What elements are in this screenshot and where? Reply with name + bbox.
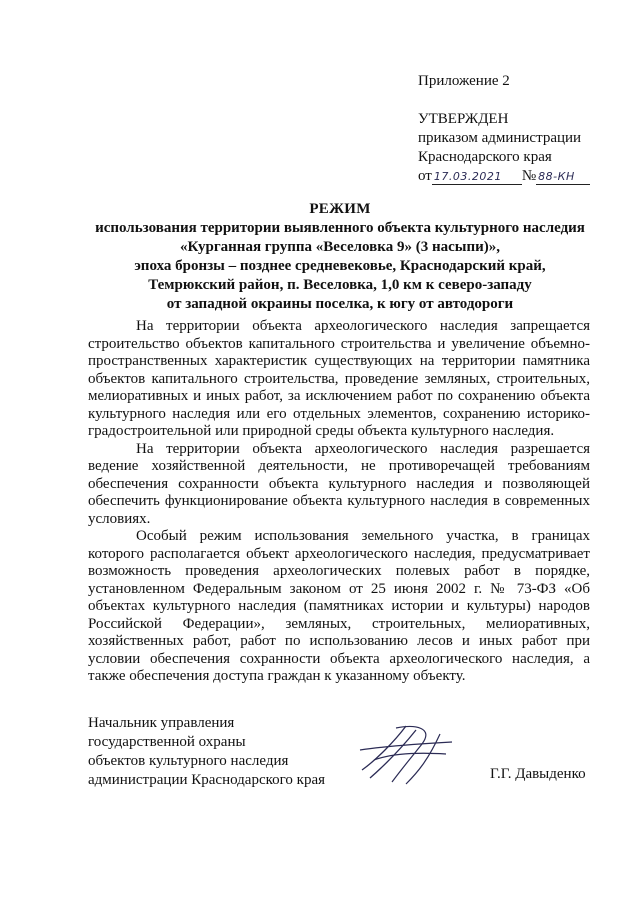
signatory-position: [88, 714, 325, 790]
approval-date-line: [418, 167, 590, 186]
paragraph-prohibitions: На территории объекта археологического наследия запрещается строительство объектов капитального строительства и увеличение объемно-пространственных характеристик существующих на территории памятника объектов капитального строительства, проведение земляных, строительных, мелиоративных и иных работ, за исключением работ по сохранению объекта культурного наследия или его отдельных элементов, сохранению историко-градостроительной или природной среды объекта культурного наследия.: [88, 318, 590, 439]
paragraph-permissions: На территории объекта археологического наследия разрешается ведение хозяйственной деятельности, не противоречащей требованиям обеспечения сохранности объекта культурного наследия и позволяющей обеспечить функционирование объекта культурного наследия в современных условиях.: [88, 440, 590, 527]
approval-line-2: Краснодарского края: [418, 149, 552, 165]
title-line-5: от западной окраины поселка, к югу от автодороги: [166, 296, 514, 312]
paragraph-special-regime: Особый режим использования земельного участка, в границах которого располагается объект археологического наследия, предусматривает возможность проведения археологических полевых работ в порядке, установленном Федеральным законом от 25 июня 2002 г. № 73-ФЗ «Об объектах культурного наследия (памятниках истории и культуры) народов Российской Федерации», земляных, строительных, мелиоративных, хозяйственных работ, работ по использованию лесов и иных работ при условии обеспечения сохранности объекта археологического наследия, а также обеспечения доступа граждан к указанному объекту.: [88, 528, 590, 684]
handwritten-signature: [356, 720, 456, 786]
title-main: РЕЖИМ: [309, 201, 371, 217]
handwritten-date: 17.03.2021: [432, 169, 522, 185]
document-body: [88, 318, 590, 686]
title-line-1: использования территории выявленного объекта культурного наследия: [95, 220, 585, 236]
title-line-4: Темрюкский район, п. Веселовка, 1,0 км к северо-западу: [148, 277, 532, 293]
position-line-4: администрации Краснодарского края: [88, 772, 326, 788]
handwritten-number: 88-КН: [536, 169, 590, 185]
appendix-label: Приложение 2: [418, 73, 510, 89]
approval-stamp: [418, 110, 590, 186]
signer-name: Г.Г. Давыденко: [490, 766, 586, 782]
approval-line-1: приказом администрации: [418, 130, 582, 146]
position-line-1: Начальник управления: [88, 715, 235, 731]
position-line-3: объектов культурного наследия: [88, 753, 289, 769]
title-line-3: эпоха бронзы – позднее средневековье, Краснодарский край,: [134, 258, 546, 274]
approved-heading: УТВЕРЖДЕН: [418, 111, 509, 127]
document-title: [60, 200, 620, 314]
title-line-2: «Курганная группа «Веселовка 9» (3 насыпи)»,: [180, 239, 500, 255]
number-prefix: №: [521, 168, 537, 184]
position-line-2: государственной охраны: [88, 734, 246, 750]
date-prefix: от: [418, 168, 432, 184]
